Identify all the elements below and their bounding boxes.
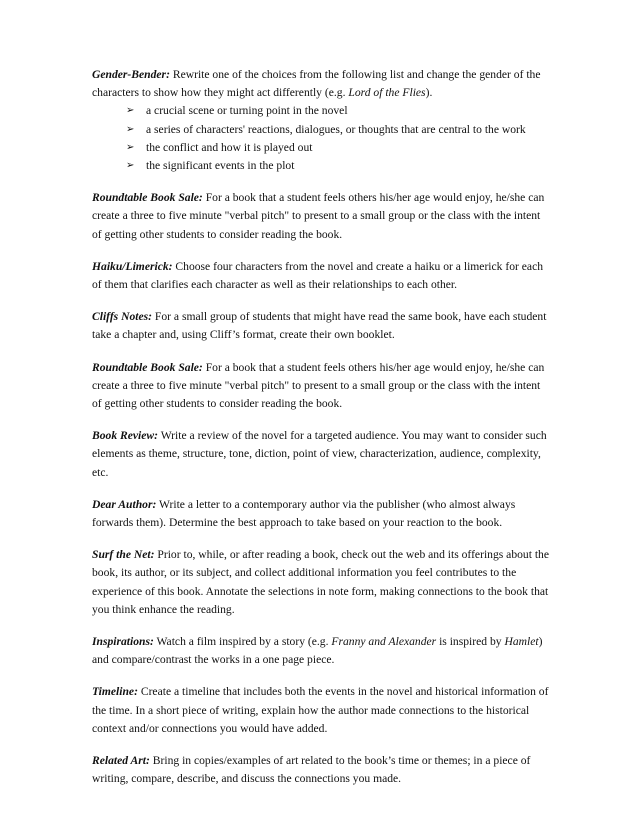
activity-description: Prior to, while, or after reading a book, check out the web and its offerings about the book, its author, or its subject, and collect additional information you feel contributes to the experience of this book. Annotate the selections in note form, making connections to the book that you think enhance the reading. bbox=[92, 548, 549, 616]
activity-term: Book Review: bbox=[92, 429, 159, 443]
book-title: Lord of the Flies bbox=[348, 86, 426, 100]
activity-description: Bring in copies/examples of art related to the book’s time or themes; in a piece of writing, compare, describe, and discuss the connections you made. bbox=[92, 754, 531, 786]
activity-paragraph bbox=[92, 308, 552, 344]
gender-bender-paragraph bbox=[92, 66, 552, 102]
list-item bbox=[126, 121, 552, 139]
arrow-bullet-icon: ➢ bbox=[126, 141, 135, 153]
play-title: Hamlet bbox=[504, 635, 539, 649]
list-item-text: the conflict and how it is played out bbox=[146, 140, 313, 154]
activity-paragraph bbox=[92, 683, 552, 738]
activity-term: Surf the Net: bbox=[92, 548, 155, 562]
activity-description: For a book that a student feels others his/her age would enjoy, he/she can create a three to five minute "verbal pitch" to present to a small group or the class with the intent of getting other students to consider reading the book. bbox=[92, 360, 545, 411]
list-item bbox=[126, 102, 552, 120]
activity-description: Choose four characters from the novel and create a haiku or a limerick for each of them that clarifies each character as well as their relationships to each other. bbox=[92, 259, 544, 292]
activity-description: Write a review of the novel for a targeted audience. You may want to consider such elements as theme, structure, tone, diction, point of view, characterization, audience, complexity, etc. bbox=[92, 429, 547, 479]
activity-paragraph bbox=[92, 752, 552, 788]
activity-description: ) and compare/contrast the works in a one page piece. bbox=[92, 635, 543, 667]
activity-term: Cliffs Notes: bbox=[92, 310, 153, 324]
gender-bender-list bbox=[92, 102, 552, 175]
activity-term: Dear Author: bbox=[92, 497, 157, 511]
list-item-text: the significant events in the plot bbox=[146, 159, 295, 173]
inspirations-paragraph bbox=[92, 633, 552, 669]
activity-paragraph bbox=[92, 258, 552, 294]
activity-description: is inspired by bbox=[436, 635, 505, 649]
document-page bbox=[92, 66, 552, 803]
activity-description: Create a timeline that includes both the events in the novel and historical information of the time. In a short piece of writing, explain how the author made connections to the historical context and/or connections you would have added. bbox=[92, 685, 549, 735]
activity-term: Gender-Bender: bbox=[92, 68, 170, 81]
activity-term: Related Art: bbox=[92, 754, 150, 768]
activity-description: Write a letter to a contemporary author via the publisher (who almost always forwards them). Determine the best approach to take based on your reaction to the book. bbox=[92, 497, 516, 530]
activity-description-end: ). bbox=[425, 86, 433, 100]
activity-description: Watch a film inspired by a story (e.g. bbox=[153, 635, 332, 649]
activity-description: For a book that a student feels others his/her age would enjoy, he/she can create a three to five minute "verbal pitch" to present to a small group or the class with the intent of getting other students to consider reading the book. bbox=[92, 191, 545, 241]
activity-description: For a small group of students that might have read the same book, have each student take a chapter and, using Cliff’s format, create their own booklet. bbox=[92, 310, 547, 342]
activity-paragraph bbox=[92, 427, 552, 482]
list-item bbox=[126, 139, 552, 157]
activity-paragraph bbox=[92, 189, 552, 244]
activity-term: Haiku/Limerick: bbox=[92, 259, 173, 273]
activity-paragraph bbox=[92, 359, 552, 414]
activity-paragraph bbox=[92, 546, 552, 619]
film-title: Franny and Alexander bbox=[331, 635, 437, 649]
list-item bbox=[126, 157, 552, 175]
arrow-bullet-icon: ➢ bbox=[126, 123, 135, 135]
arrow-bullet-icon: ➢ bbox=[126, 105, 135, 117]
activity-term: Roundtable Book Sale: bbox=[92, 191, 203, 205]
activity-paragraph bbox=[92, 496, 552, 532]
list-item-text: a crucial scene or turning point in the novel bbox=[146, 104, 348, 118]
arrow-bullet-icon: ➢ bbox=[126, 160, 135, 172]
activity-term: Roundtable Book Sale: bbox=[92, 360, 203, 374]
list-item-text: a series of characters' reactions, dialogues, or thoughts that are central to the work bbox=[146, 122, 526, 136]
activity-description: Rewrite one of the choices from the following list and change the gender of the characters to show how they might act differently (e.g. bbox=[92, 68, 541, 100]
activity-term: Inspirations: bbox=[92, 635, 154, 649]
activity-term: Timeline: bbox=[92, 685, 138, 699]
